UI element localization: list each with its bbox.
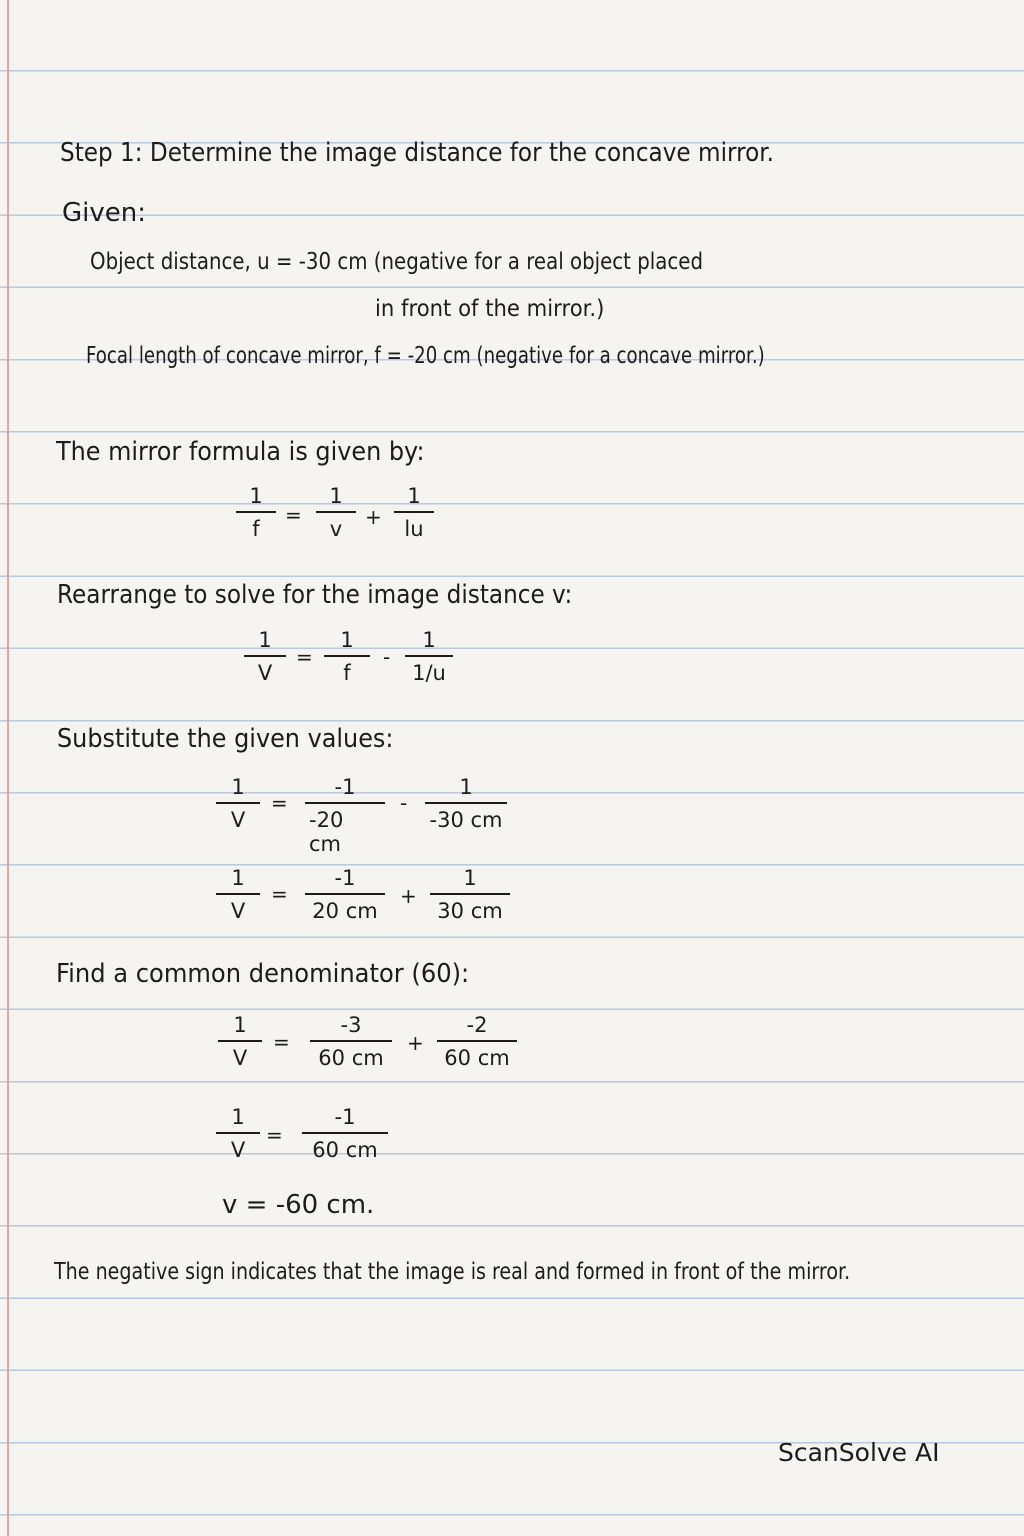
object-distance-line-2: in front of the mirror.) [375,296,605,322]
object-distance-line-1: Object distance, u = -30 cm (negative for a real object placed [90,249,704,275]
numerator: -2 [466,1013,488,1037]
fraction-1-over-u [394,484,434,541]
fraction-1-over-v [216,866,260,923]
given-label: Given: [62,198,146,228]
denominator: V [232,1045,248,1070]
fraction-1-over-30cm [430,866,510,923]
fraction-bar [310,1040,392,1042]
fraction-minus1-over-minus20cm [305,775,385,856]
numerator: -1 [334,866,356,890]
plus-sign: + [407,1031,424,1055]
denominator: V [230,898,246,923]
fraction-1-over-v [244,628,286,685]
denominator: V [230,807,246,832]
fraction-bar [425,802,507,804]
fraction-bar [216,1132,260,1134]
numerator: 1 [459,775,473,799]
fraction-1-over-f [236,484,276,541]
fraction-minus1-over-60cm [302,1105,388,1162]
numerator: 1 [249,484,263,508]
denominator: v [329,516,343,541]
denominator: -30 cm [429,807,503,832]
fraction-bar [305,802,385,804]
minus-sign: - [383,645,391,669]
denominator: V [257,660,273,685]
denominator: -20 cm [309,807,344,856]
focal-length-line: Focal length of concave mirror, f = -20 cm (negative for a concave mirror.) [86,343,765,369]
fraction-bar [216,893,260,895]
scansolve-watermark: ScanSolve AI [778,1438,940,1467]
numerator: -1 [334,1105,356,1129]
numerator: -3 [340,1013,362,1037]
fraction-minus3-over-60cm [310,1013,392,1070]
equals-sign: = [273,1030,290,1054]
numerator: 1 [231,775,245,799]
equals-sign: = [271,882,288,906]
fraction-bar [324,655,370,657]
numerator: 1 [233,1013,247,1037]
margin-line [7,0,9,1536]
fraction-1-over-minus30cm [425,775,507,832]
numerator: 1 [340,628,354,652]
denominator: 60 cm [444,1045,510,1070]
denominator: f [252,516,260,541]
numerator: 1 [407,484,421,508]
fraction-bar [394,511,434,513]
numerator: 1 [463,866,477,890]
fraction-minus2-over-60cm [437,1013,517,1070]
fraction-1-over-v [218,1013,262,1070]
fraction-bar [244,655,286,657]
fraction-bar [236,511,276,513]
equals-sign: = [285,503,302,527]
plus-sign: + [365,505,382,529]
fraction-1-over-v [316,484,356,541]
denominator: 60 cm [312,1137,378,1162]
denominator: 20 cm [312,898,378,923]
substitute-label: Substitute the given values: [57,724,394,754]
mirror-formula-label: The mirror formula is given by: [56,437,425,467]
numerator: 1 [329,484,343,508]
final-result: v = -60 cm. [222,1190,375,1220]
fraction-bar [302,1132,388,1134]
equals-sign: = [271,791,288,815]
common-denominator-label: Find a common denominator (60): [56,959,470,989]
conclusion: The negative sign indicates that the image is real and formed in front of the mirror. [54,1259,851,1285]
numerator: 1 [231,866,245,890]
fraction-bar [218,1040,262,1042]
equals-sign: = [266,1123,283,1147]
fraction-1-over-1u [405,628,453,685]
fraction-1-over-v [216,775,260,832]
fraction-bar [405,655,453,657]
numerator: 1 [258,628,272,652]
rearrange-label: Rearrange to solve for the image distance v: [57,580,573,610]
step-title: Step 1: Determine the image distance for the concave mirror. [60,138,775,168]
minus-sign: - [400,791,408,815]
denominator: lu [404,516,424,541]
denominator: V [230,1137,246,1162]
denominator: 60 cm [318,1045,384,1070]
equals-sign: = [296,645,313,669]
fraction-bar [216,802,260,804]
numerator: 1 [231,1105,245,1129]
fraction-1-over-f [324,628,370,685]
fraction-1-over-v [216,1105,260,1162]
fraction-bar [305,893,385,895]
denominator: 1/u [412,660,446,685]
fraction-bar [316,511,356,513]
fraction-bar [437,1040,517,1042]
fraction-bar [430,893,510,895]
denominator: 30 cm [437,898,503,923]
fraction-minus1-over-20cm [305,866,385,923]
plus-sign: + [400,884,417,908]
numerator: 1 [422,628,436,652]
denominator: f [343,660,351,685]
numerator: -1 [334,775,356,799]
